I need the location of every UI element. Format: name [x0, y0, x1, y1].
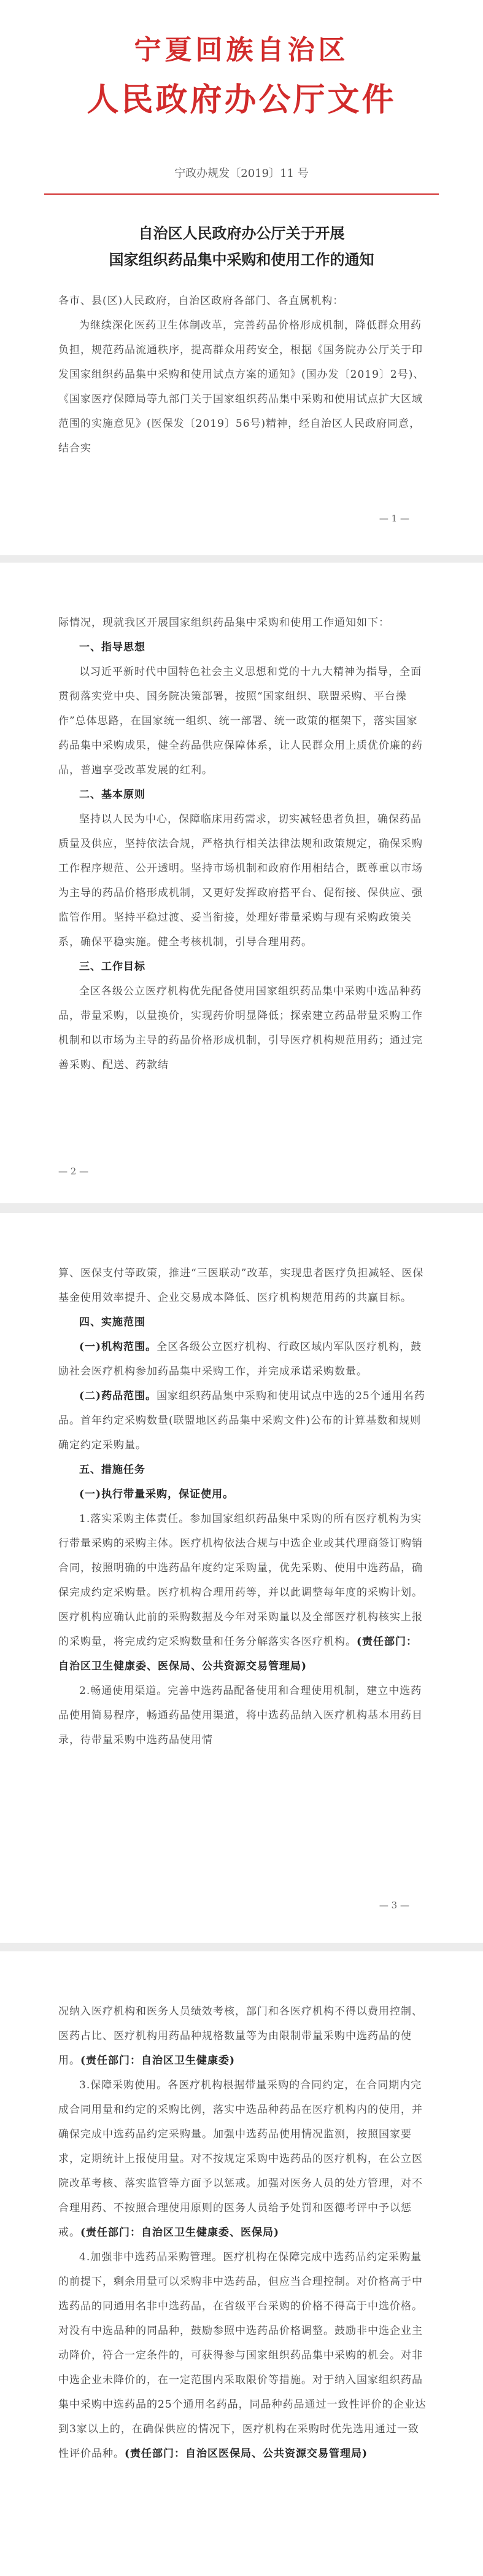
measures-subheading-1: (一)执行带量采购，保证使用。 [79, 1488, 234, 1501]
measures-item-3-text: 3.保障采购使用。各医疗机构根据带量采购的合同约定，在合同期内完成合同用量和约定的采购比例，落实中选品种药品在医疗机构内的使用，并确保完成中选药品约定采购量。加强中选药品使用情况监测，按照国家要求，定期统计上报使用量。对不按规定采购中选药品的医疗机构，在公立医院改革考核、落实监管等方面予以惩戒。加强对医务人员的处方管理，对不合理用药、不按照合理使用原则的医务人员给予处罚和医德考评中予以惩戒。 [58, 2079, 423, 2239]
intro-paragraph: 为继续深化医药卫生体制改革，完善药品价格形成机制，降低群众用药负担，规范药品流通秩序，提高群众用药安全，根据《国务院办公厅关于印发国家组织药品集中采购和使用试点方案的通知》(国办发〔2019〕2号)、《国家医疗保障局等九部门关于国家组织药品集中采购和使用试点扩大区域范围的实施意见》(医保发〔2019〕56号)精神，经自治区人民政府同意，结合实 [58, 319, 425, 455]
document-type-heading: 人民政府办公厅文件 [87, 81, 396, 119]
continuation-paragraph: 算、医保支付等政策，推进“三医联动”改革，实现患者医疗负担减轻、医保基金使用效率提升、企业交易成本降低、医疗机构规范用药的共赢目标。 [58, 1267, 424, 1304]
document-page-1 [0, 0, 483, 555]
measures-item-4 [58, 2245, 427, 2466]
section-text-guiding-ideology: 以习近平新时代中国特色社会主义思想和党的十九大精神为指导，全面贯彻落实党中央、国务院决策部署，按照“国家组织、联盟采购、平台操作”总体思路，在国家统一组织、统一部署、统一政策的框架下，落实国家药品集中采购成果，健全药品供应保障体系，让人民群众用上质优价廉的药品，普遍享受改革发展的红利。 [58, 666, 423, 776]
red-separator-line [44, 193, 439, 195]
measures-item-2: 2.畅通使用渠道。完善中选药品配备使用和合理使用机制，建立中选药品使用简易程序，畅通药品使用渠道，将中选药品纳入医疗机构基本用药目录，待带量采购中选药品使用情 [58, 1685, 423, 1746]
measures-item-1-text: 1.落实采购主体责任。参加国家组织药品集中采购的所有医疗机构为实行带量采购的采购主体。医疗机构依法合规与中选企业或其代理商签订购销合同，按照明确的中选药品年度约定采购量，优先采购、使用中选药品，确保完成约定采购量。医疗机构合理用药等，并以此调整每年度的采购计划。医疗机构应确认此前的采购数据及今年对采购量以及全部医疗机构核实上报的采购量，将完成约定采购数量和任务分解落实各医疗机构。 [58, 1513, 423, 1648]
section-heading-basic-principles: 二、基本原则 [79, 789, 145, 801]
scope-item-drugs [58, 1384, 427, 1458]
responsible-departments: (责任部门：自治区卫生健康委、医保局、公共资源交易管理局) [58, 1636, 418, 1672]
document-page-2 [0, 563, 483, 1203]
section-text-work-goals: 全区各级公立医疗机构优先配备使用国家组织药品集中采购中选品种药品，带量采购，以量换价，实现药价明显降低；探索建立药品带量采购工作机制和以市场为主导的药品价格形成机制，引导医疗机构规范用药；通过完善采购、配送、药款结 [58, 985, 423, 1071]
section-heading-measures: 五、措施任务 [79, 1464, 145, 1476]
issuing-authority: 宁夏回族自治区 [134, 34, 349, 66]
page-4-body [58, 1999, 427, 2466]
document-page-4 [0, 1951, 483, 2576]
document-title-line-1: 自治区人民政府办公厅关于开展 [138, 224, 345, 242]
page-number: — 3 — [379, 1900, 409, 1911]
section-heading-scope: 四、实施范围 [79, 1316, 145, 1329]
continuation-paragraph [58, 1999, 427, 2073]
page-2-body [58, 611, 427, 1077]
measures-item-4-text: 4.加强非中选药品采购管理。医疗机构在保障完成中选药品约定采购量的前提下，剩余用量可以采购非中选药品，但应当合理控制。对价格高于中选药品的同通用名非中选药品，在省级平台采购的价格不得高于中选价格。对没有中选品种的同品种，鼓励参照中选药品价格调整。鼓励非中选企业主动降价，符合一定条件的，可获得参与国家组织药品集中采购的机会。对非中选企业未降价的，在一定范围内采取限价等措施。对于纳入国家组织药品集中采购中选药品的25个通用名药品，同品种药品通过一致性评价的企业达到3家以上的，在确保供应的情况下，医疗机构在采购时优先选用通过一致性评价品种。 [58, 2251, 427, 2460]
responsible-departments: (责任部门：自治区医保局、公共资源交易管理局) [125, 2448, 368, 2460]
responsible-departments: (责任部门：自治区卫生健康委) [80, 2055, 236, 2067]
recipients-line: 各市、县(区)人民政府，自治区政府各部门、各直属机构： [58, 295, 344, 307]
page-number: — 2 — [58, 1166, 89, 1177]
principles-text-tail: 健全考核机制，引导合理用药。 [158, 936, 312, 948]
page-1-body [58, 289, 427, 461]
measures-item-3 [58, 2073, 427, 2245]
continuation-paragraph: 际情况，现就我区开展国家组织药品集中采购和使用工作通知如下： [58, 617, 390, 629]
section-text-basic-principles [58, 807, 427, 954]
document-title-line-2: 国家组织药品集中采购和使用工作的通知 [109, 251, 374, 268]
scope-item-1-text: 全区各级公立医疗机构、行政区域内军队医疗机构，鼓励社会医疗机构参加药品集中采购工作，并完成承诺采购数量。 [58, 1341, 422, 1378]
document-number: 宁政办规发〔2019〕11 号 [174, 167, 309, 180]
section-heading-work-goals: 三、工作目标 [79, 961, 145, 973]
scope-item-2-text: 国家组织药品集中采购和使用试点中选的25个通用名药品。首年约定采购数量(联盟地区药品集中采购文件)公布的计算基数和规则确定约定采购量。 [58, 1390, 425, 1451]
page-number: — 1 — [379, 513, 409, 524]
responsible-departments: (责任部门：自治区卫生健康委、医保局) [80, 2227, 280, 2239]
section-heading-guiding-ideology: 一、指导思想 [79, 641, 145, 654]
principles-text: 坚持以人民为中心，保障临床用药需求，切实减轻患者负担，确保药品质量及供应，坚持依法合规，严格执行相关法律法规和政策规定，确保采购工作程序规范、公开透明。坚持市场机制和政府作用相结合，既尊重以市场为主导的药品价格形成机制，又更好发挥政府搭平台、促衔接、保供应、强监管作用。坚持平稳过渡、妥当衔接，处理好带量采购与现有采购政策关系，确保平稳实施。 [58, 813, 423, 948]
scope-item-2-label: (二)药品范围。 [79, 1390, 157, 1402]
document-page-3 [0, 1213, 483, 1943]
page-3-body [58, 1261, 427, 1752]
scope-item-1-label: (一)机构范围。 [79, 1341, 157, 1353]
scope-item-institutions [58, 1335, 427, 1384]
continuation-text: 况纳入医疗机构和医务人员绩效考核，部门和各医疗机构不得以费用控制、医药占比、医疗机构用药品种规格数量等为由限制带量采购中选药品的使用。 [58, 2005, 423, 2067]
measures-item-1 [58, 1507, 427, 1679]
